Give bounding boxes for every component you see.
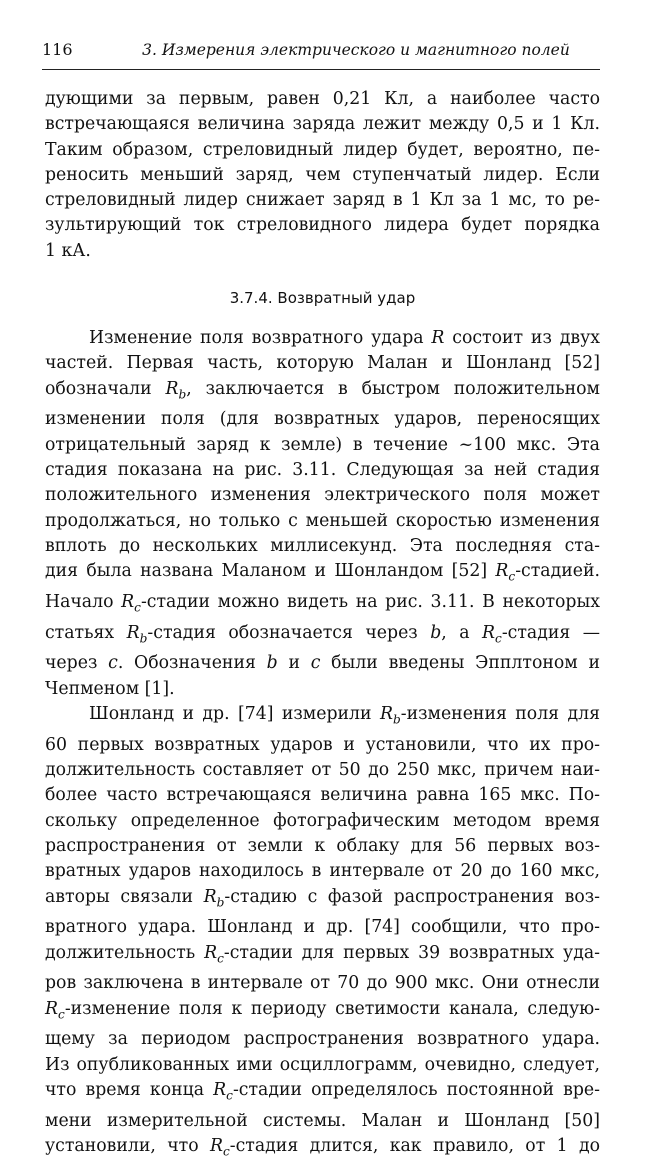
section-heading: 3.7.4. Возвратный удар bbox=[229, 289, 416, 308]
text-line: вратных ударов находилось в интервале от 20 до 160 мкс, bbox=[45, 861, 600, 882]
text-line: зультирующий ток стреловидного лидера будет порядка bbox=[45, 215, 600, 236]
text-line: Чепменом [1]. bbox=[45, 678, 175, 699]
text-line: встречающаяся величина заряда лежит между 0,5 и 1 Кл. bbox=[45, 114, 600, 135]
text-line: обозначали $R_b$, заключается в быстром положительном bbox=[45, 378, 600, 402]
text-line: вплоть до нескольких миллисекунд. Эта последняя ста- bbox=[45, 535, 600, 556]
text-line: установили, что $R_c$-стадия длится, как правило, от 1 до bbox=[45, 1136, 600, 1159]
text-line: через c. Обозначения b и c были введены Эпплтоном и bbox=[45, 653, 600, 674]
text-line: положительного изменения электрического поля может bbox=[45, 485, 600, 506]
text-line: более часто встречающаяся величина равна 165 мкс. По- bbox=[45, 785, 600, 806]
text-line: мени измерительной системы. Малан и Шонланд [50] bbox=[45, 1110, 600, 1131]
paragraph-1 bbox=[45, 87, 600, 264]
body-text bbox=[45, 87, 600, 1165]
page-number: 116 bbox=[42, 40, 73, 59]
text-line: авторы связали $R_b$-стадию с фазой распространения воз- bbox=[45, 886, 600, 910]
text-line: изменении поля (для возвратных ударов, переносящих bbox=[45, 409, 600, 430]
text-line: 60 первых возвратных ударов и установили, что их про- bbox=[45, 734, 600, 755]
text-line: щему за периодом распространения возвратного удара. bbox=[45, 1029, 600, 1050]
paragraph-3 bbox=[45, 702, 600, 1165]
text-line: скольку определенное фотографическим методом время bbox=[45, 810, 600, 831]
text-line: отрицательный заряд к земле) в течение ~100 мкс. Эта bbox=[45, 434, 600, 455]
text-line: должительность $R_c$-стадии для первых 39 возвратных уда- bbox=[45, 942, 600, 966]
header-rule bbox=[42, 69, 600, 70]
text-line: $R_c$-изменение поля к периоду светимости канала, следую- bbox=[45, 998, 600, 1022]
running-head bbox=[42, 40, 600, 59]
text-line: вратного удара. Шонланд и др. [74] сообщили, что про- bbox=[45, 917, 600, 938]
text-line: стадия показана на рис. 3.11. Следующая за ней стадия bbox=[45, 460, 600, 481]
text-line: продолжаться, но только с меньшей скоростью изменения bbox=[45, 510, 600, 531]
text-line: Таким образом, стреловидный лидер будет, вероятно, пе- bbox=[45, 139, 600, 160]
text-line: Шонланд и др. [74] измерили $R_b$-изменения поля для bbox=[89, 704, 600, 727]
text-line: Изменение поля возвратного удара R состоит из двух bbox=[89, 328, 600, 349]
text-line: должительность составляет от 50 до 250 мкс, причем наи- bbox=[45, 760, 600, 781]
text-line: стреловидный лидер снижает заряд в 1 Кл за 1 мс, то ре- bbox=[45, 190, 600, 211]
paragraph-2 bbox=[45, 326, 600, 702]
running-title: 3. Измерения электрического и магнитного полей bbox=[142, 41, 570, 59]
text-line: частей. Первая часть, которую Малан и Шонланд [52] bbox=[45, 353, 600, 374]
text-line: дия была названа Маланом и Шонландом [52] $R_c$-стадией. bbox=[45, 561, 600, 584]
text-line: статьях $R_b$-стадия обозначается через b, а $R_c$-стадия — bbox=[45, 622, 601, 646]
text-line: реносить меньший заряд, чем ступенчатый лидер. Если bbox=[45, 164, 600, 185]
text-line: Из опубликованных ими осциллограмм, очевидно, следует, bbox=[45, 1054, 600, 1075]
text-line: Начало $R_c$-стадии можно видеть на рис. 3.11. В некоторых bbox=[45, 591, 600, 615]
text-line: 1 кА. bbox=[45, 240, 91, 261]
text-line: что время конца $R_c$-стадии определялось постоянной вре- bbox=[45, 1080, 600, 1103]
text-line: дующими за первым, равен 0,21 Кл, а наиболее часто bbox=[45, 89, 600, 109]
text-line: распространения от земли к облаку для 56 первых воз- bbox=[45, 835, 600, 856]
text-line: ров заключена в интервале от 70 до 900 мкс. Они отнесли bbox=[45, 973, 600, 994]
